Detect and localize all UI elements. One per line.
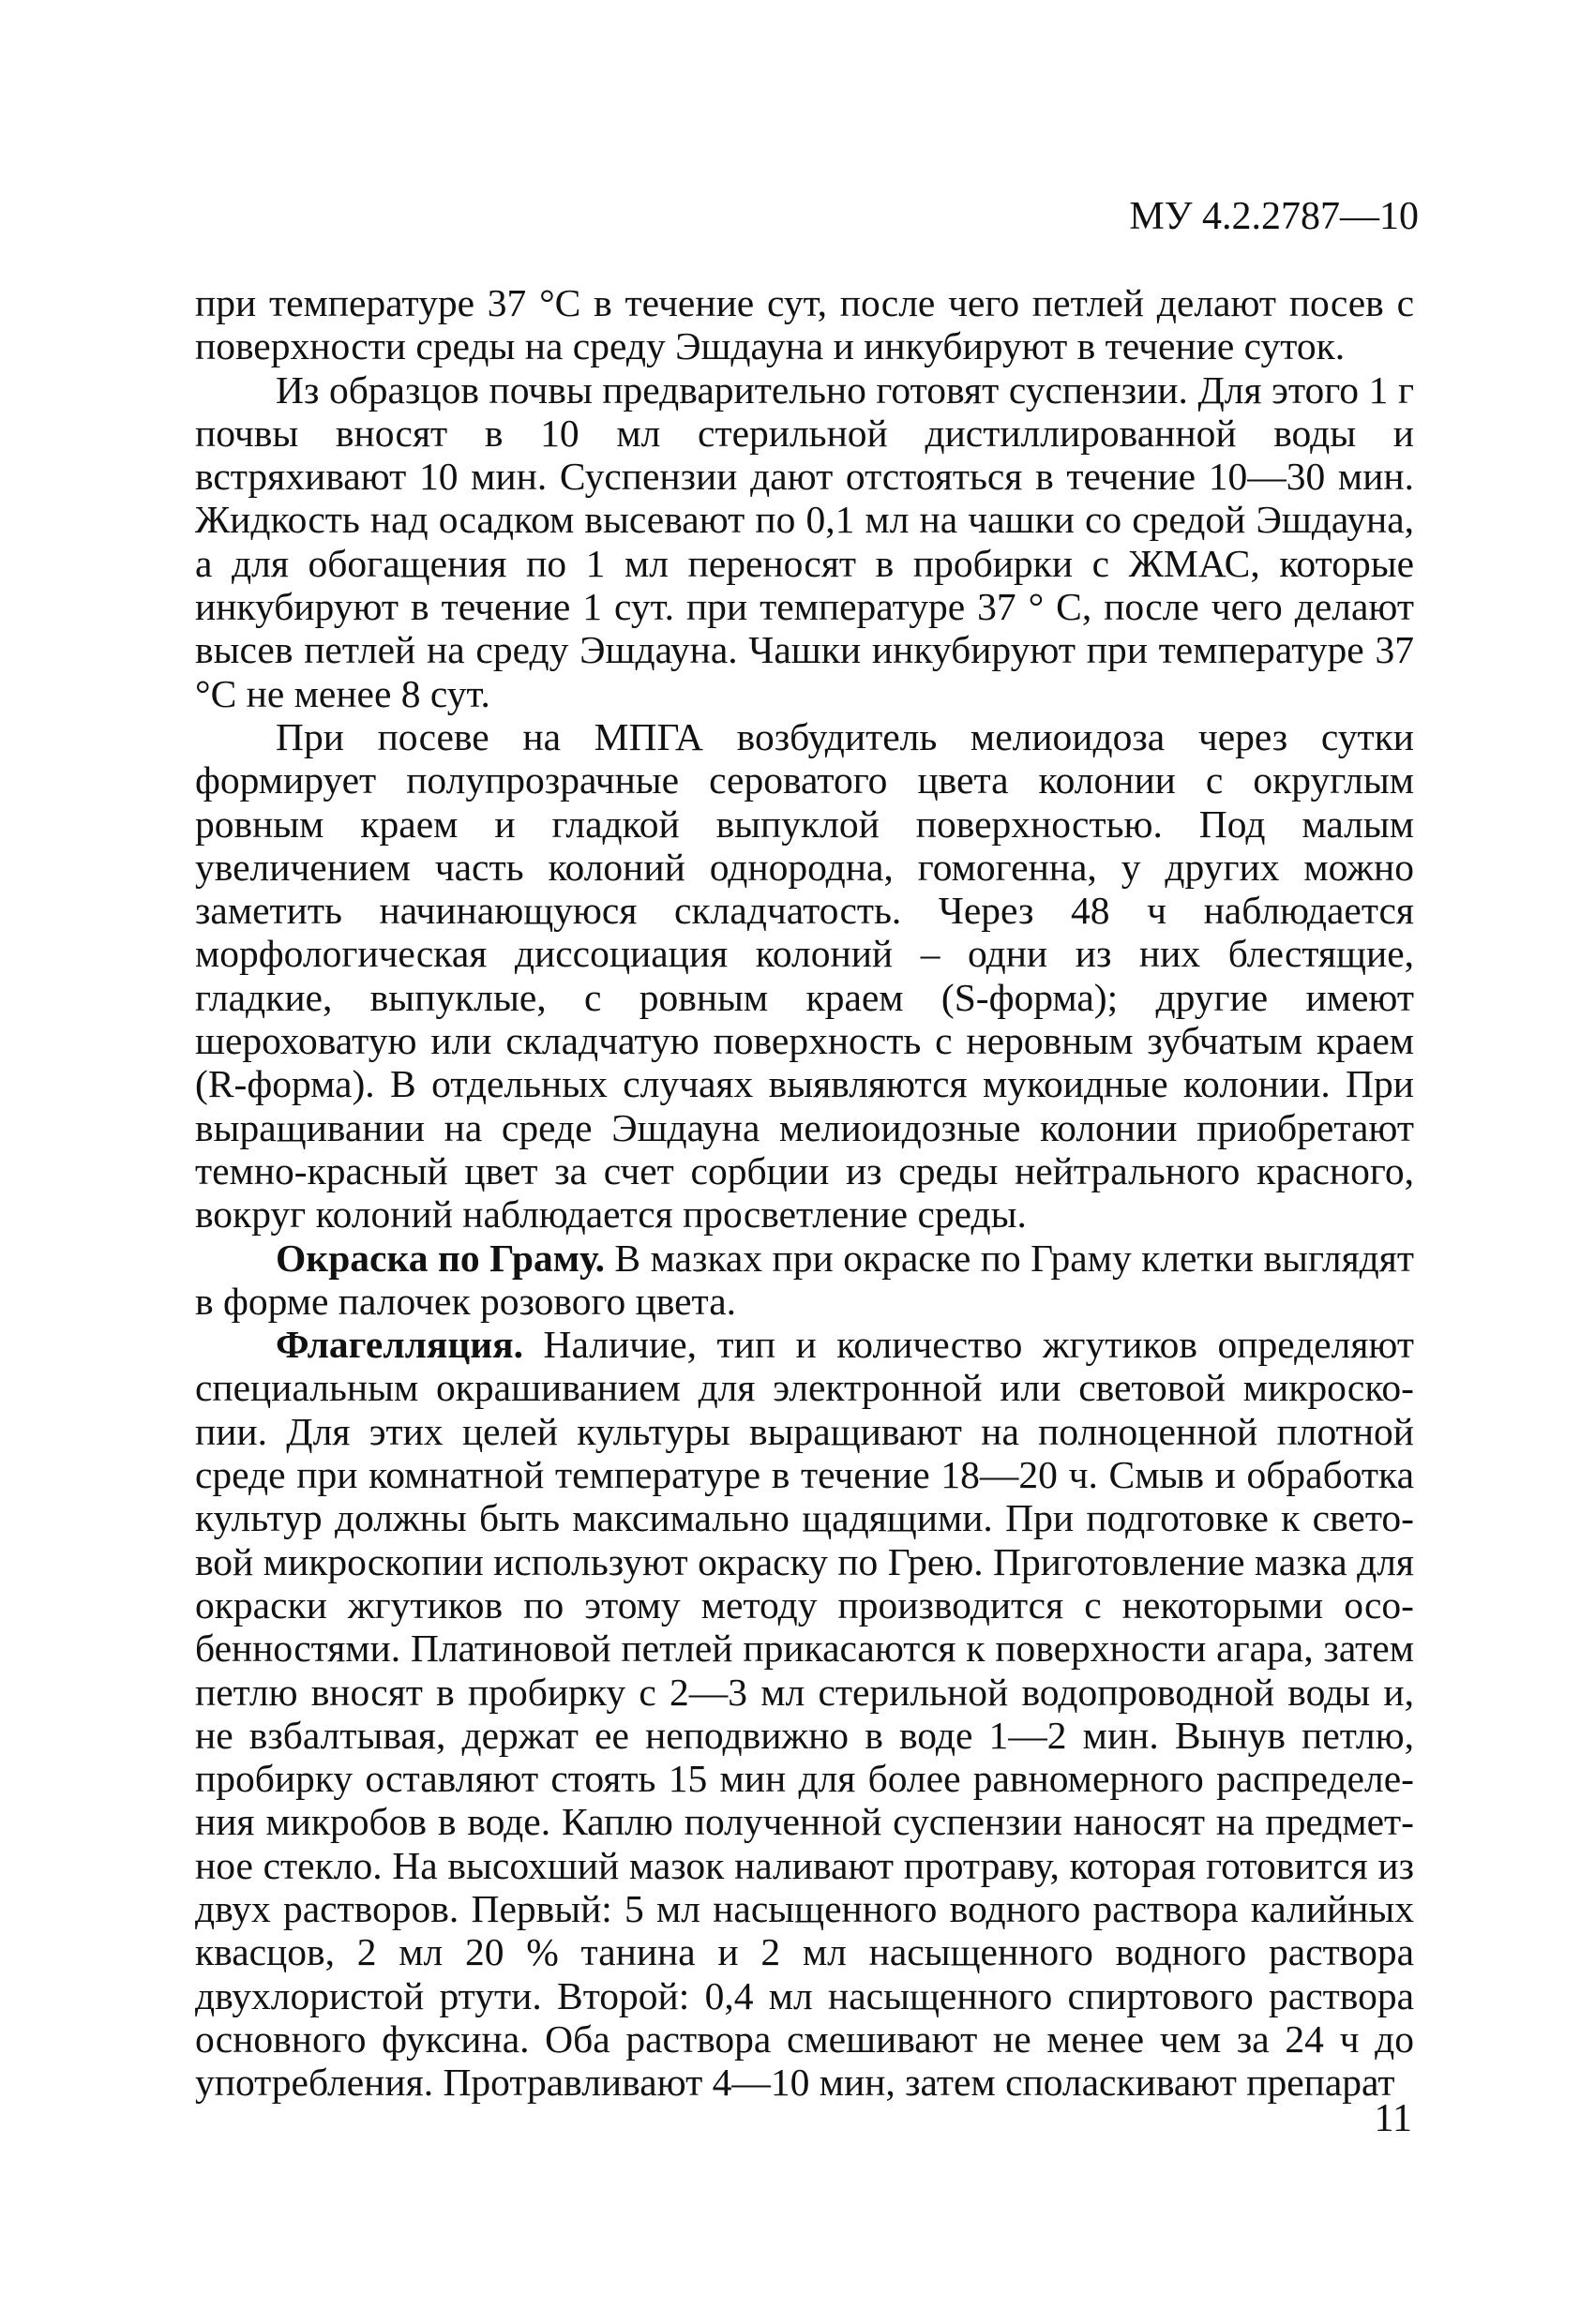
paragraph-text: В мазках при окраске по Граму клетки выглядят в форме палочек розового цвета.	[195, 1236, 1414, 1323]
paragraph-soil-samples	[195, 368, 1414, 715]
paragraph-colony-morphology	[195, 715, 1414, 1237]
paragraph-gram-stain	[195, 1237, 1414, 1324]
paragraph-text: Из образцов почвы предварительно готовят суспензии. Для этого 1 г почвы вносят в 10 мл стерильной дистиллированной воды и встряхивают 10 мин. Суспензии дают отстояться в течение 10—30 мин. Жидкость над осадком высевают по 0,1 мл на чашки со средой Эшдауна, а для обогащения по 1 мл переносят в пробирки с ЖМАС, которые инкубируют в течение 1 сут. при температуре 37 ° С, после чего делают высев петлей на среду Эшдауна. Чашки инкубируют при температуре 37 °С не менее 8 сут.	[195, 367, 1414, 715]
page-number: 11	[1374, 2097, 1412, 2140]
paragraph-continuation	[195, 281, 1414, 368]
paragraph-text: при температуре 37 °С в течение сут, после чего петлей делают посев с поверхности среды на среду Эшдауна и инкубируют в течение суток.	[195, 281, 1414, 368]
paragraph-text: При посеве на МПГА возбудитель мелиоидоза через сутки формирует полупрозрачные сероватого цвета колонии с округлым ровным краем и гладкой выпуклой поверхностью. Под малым увеличением часть колоний однородна, гомогенна, у других можно заметить начинающуюся складчатость. Через 48 ч наблюдается морфологическая диссоциация колоний – одни из них блестящие, гладкие, выпуклые, с ровным краем (S-форма); другие имеют шероховатую или складчатую поверхность с неровным зубчатым краем (R-форма). В отдельных случаях выявляются мукоидные колонии. При выращивании на среде Эшдауна мелиоидозные колонии приобретают темно-красный цвет за счет сорбции из среды нейтрального красного, вокруг колоний наблюдается просветление среды.	[195, 714, 1414, 1237]
paragraph-heading-gram: Окраска по Граму.	[276, 1236, 605, 1280]
paragraph-heading-flagellation: Флагелляция.	[276, 1323, 523, 1367]
document-code-header: МУ 4.2.2787—10	[1129, 195, 1419, 238]
paragraph-text: Наличие, тип и количество жгутиков определяют специальным окрашиванием для электронной или световой микроскопии. Для этих целей культуры выращивают на полноценной плотной среде при комнатной температуре в течение 18—20 ч. Смыв и обработка культур должны быть максимально щадящими. При подготовке к световой микроскопии используют окраску по Грею. Приготовление мазка для окраски жгутиков по этому методу производится с некоторыми особенностями. Платиновой петлей прикасаются к поверхности агара, затем петлю вносят в пробирку с 2—3 мл стерильной водопроводной воды и, не взбалтывая, держат ее неподвижно в воде 1—2 мин. Вынув петлю, пробирку оставляют стоять 15 мин для более равномерного распределения микробов в воде. Каплю полученной суспензии наносят на предметное стекло. На высохший мазок наливают протраву, которая готовится из двух растворов. Первый: 5 мл насыщенного водного раствора калийных квасцов, 2 мл 20 % танина и 2 мл насыщенного водного раствора двухлористой ртути. Второй: 0,4 мл насыщенного спиртового раствора основного фуксина. Оба раствора смешивают не менее чем за 24 ч до употребления. Протравливают 4—10 мин, затем споласкивают препарат	[195, 1323, 1414, 2105]
body-text	[195, 281, 1414, 2104]
paragraph-flagellation	[195, 1323, 1414, 2104]
